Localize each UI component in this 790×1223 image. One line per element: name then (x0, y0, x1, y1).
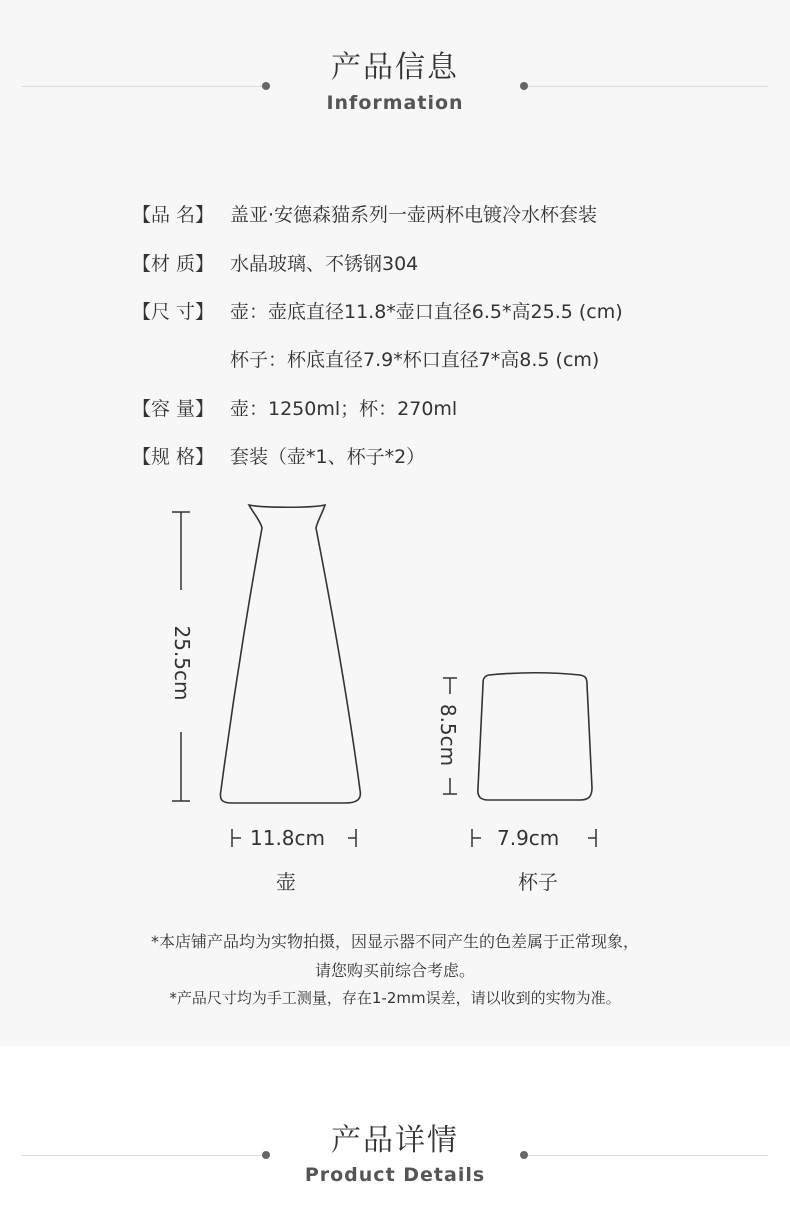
info-label: 【材 质】 (132, 253, 215, 275)
pot-outline (220, 505, 360, 803)
pot-width-label: 11.8cm (250, 826, 326, 850)
cup-height-label: 8.5cm (436, 703, 460, 767)
header-dot-left (262, 1151, 270, 1159)
info-label: 【容 量】 (132, 398, 215, 420)
info-value: 水晶玻璃、不锈钢304 (230, 253, 419, 275)
info-value: 杯子：杯底直径7.9*杯口直径7*高8.5 (cm) (230, 349, 600, 371)
info-label: 【规 格】 (132, 446, 215, 468)
info-label: 【品 名】 (132, 204, 215, 226)
cup-caption: 杯子 (518, 870, 558, 894)
note-line: 请您购买前综合考虑。 (314, 961, 475, 980)
section-title: 产品信息 (331, 50, 459, 85)
cup-width-label: 7.9cm (497, 826, 560, 850)
pot-caption: 壶 (276, 870, 296, 894)
info-value: 壶：壶底直径11.8*壶口直径6.5*高25.5 (cm) (230, 301, 623, 323)
section-title: 产品详情 (331, 1123, 459, 1158)
cup-outline (478, 673, 592, 800)
header-rule-left (22, 1155, 266, 1156)
info-value: 壶：1250ml；杯：270ml (230, 398, 458, 420)
info-value: 盖亚·安德森猫系列一壶两杯电镀冷水杯套装 (230, 204, 598, 226)
header-dot-right (520, 1151, 528, 1159)
note-line: *本店铺产品均为实物拍摄，因显示器不同产生的色差属于正常现象， (150, 932, 639, 951)
info-value: 套装（壶*1、杯子*2） (230, 446, 426, 468)
section-subtitle: Product Details (304, 1164, 486, 1186)
header-rule-right (524, 1155, 768, 1156)
note-line: *产品尺寸均为手工测量，存在1-2mm误差，请以收到的实物为准。 (169, 989, 621, 1007)
section-subtitle: Information (326, 92, 464, 114)
pot-height-label: 25.5cm (170, 625, 194, 701)
info-label: 【尺 寸】 (132, 301, 215, 323)
